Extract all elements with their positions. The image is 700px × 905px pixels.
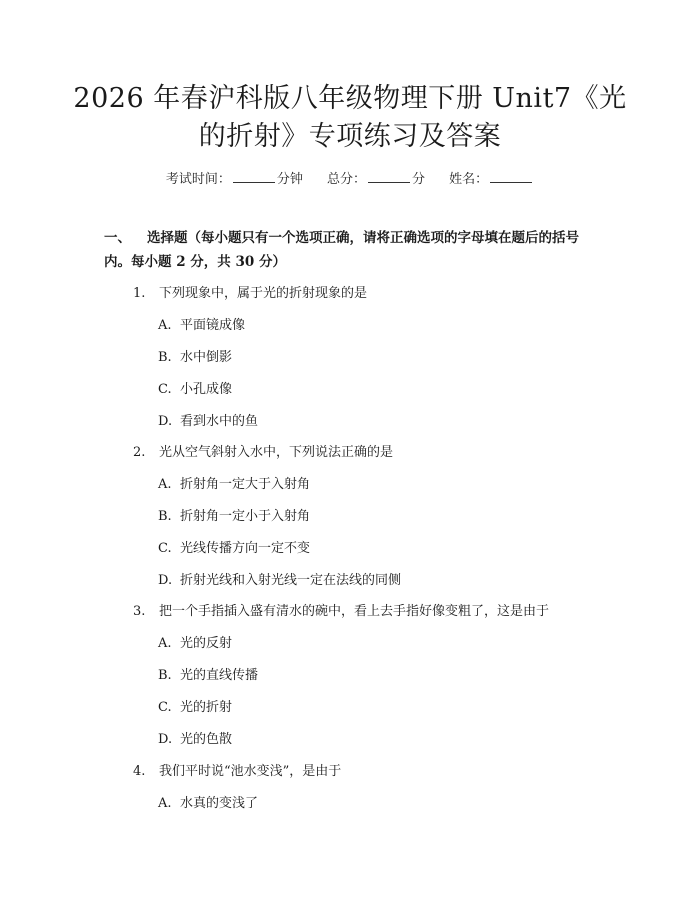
option-2c xyxy=(158,537,310,556)
name-label: 姓名： xyxy=(449,172,489,187)
option-text: 看到水中的鱼 xyxy=(180,414,259,429)
option-text: 水真的变浅了 xyxy=(180,796,259,811)
title-line-2: 的折射》专项练习及答案 xyxy=(198,121,502,152)
section-heading-text: 选择题（每小题只有一个选项正确，请将正确选项的字母填在题后的括号内。每小题 2 分，共 30 分） xyxy=(104,230,579,270)
option-letter: A. xyxy=(158,636,172,651)
option-1a xyxy=(158,314,245,333)
option-text: 水中倒影 xyxy=(180,350,233,365)
option-text: 光的直线传播 xyxy=(180,668,259,683)
question-text: 我们平时说“池水变浅”，是由于 xyxy=(159,764,342,779)
option-letter: C. xyxy=(158,382,172,397)
question-1 xyxy=(133,282,367,301)
question-4 xyxy=(133,760,341,779)
name-blank[interactable] xyxy=(490,172,532,183)
option-1d xyxy=(158,410,258,429)
question-number: 4. xyxy=(133,764,146,779)
option-text: 平面镜成像 xyxy=(180,318,246,333)
question-text: 把一个手指插入盛有清水的碗中，看上去手指好像变粗了，这是由于 xyxy=(159,604,550,619)
option-letter: D. xyxy=(158,732,173,747)
option-text: 光的反射 xyxy=(180,636,233,651)
option-2d xyxy=(158,569,401,588)
section-number: 一、 xyxy=(104,230,131,246)
section-heading xyxy=(104,226,604,274)
option-letter: B. xyxy=(158,509,172,524)
option-3c xyxy=(158,696,232,715)
question-number: 1. xyxy=(133,286,146,301)
exam-time-field xyxy=(166,172,307,187)
question-number: 2. xyxy=(133,445,146,460)
option-2b xyxy=(158,505,310,524)
option-3b xyxy=(158,664,258,683)
option-1b xyxy=(158,346,232,365)
option-letter: C. xyxy=(158,541,172,556)
question-3 xyxy=(133,600,549,619)
option-letter: C. xyxy=(158,700,172,715)
option-text: 折射光线和入射光线一定在法线的同侧 xyxy=(180,573,402,588)
exam-time-unit: 分钟 xyxy=(276,172,303,187)
exam-time-label: 考试时间： xyxy=(165,172,231,187)
option-text: 光的色散 xyxy=(180,732,233,747)
question-2 xyxy=(133,441,393,460)
name-field xyxy=(449,172,534,187)
title-line-1: 2026 年春沪科版八年级物理下册 Unit7《光 xyxy=(73,83,627,114)
option-letter: D. xyxy=(158,414,173,429)
option-3a xyxy=(158,632,232,651)
option-3d xyxy=(158,728,232,747)
option-text: 光线传播方向一定不变 xyxy=(180,541,311,556)
document-title xyxy=(60,80,640,156)
option-letter: D. xyxy=(158,573,173,588)
total-score-blank[interactable] xyxy=(368,172,410,183)
exam-meta xyxy=(0,168,700,187)
option-4a xyxy=(158,792,258,811)
question-number: 3. xyxy=(133,604,146,619)
total-score-field xyxy=(327,172,429,187)
option-letter: A. xyxy=(158,477,172,492)
total-score-label: 总分： xyxy=(326,172,366,187)
option-text: 折射角一定小于入射角 xyxy=(180,509,311,524)
option-letter: B. xyxy=(158,668,172,683)
option-letter: B. xyxy=(158,350,172,365)
option-text: 小孔成像 xyxy=(180,382,233,397)
total-score-unit: 分 xyxy=(412,172,426,187)
exam-time-blank[interactable] xyxy=(233,172,275,183)
option-2a xyxy=(158,473,310,492)
option-letter: A. xyxy=(158,318,172,333)
option-text: 折射角一定大于入射角 xyxy=(180,477,311,492)
option-1c xyxy=(158,378,232,397)
option-text: 光的折射 xyxy=(180,700,233,715)
question-text: 下列现象中，属于光的折射现象的是 xyxy=(159,286,368,301)
question-text: 光从空气斜射入水中，下列说法正确的是 xyxy=(159,445,394,460)
option-letter: A. xyxy=(158,796,172,811)
